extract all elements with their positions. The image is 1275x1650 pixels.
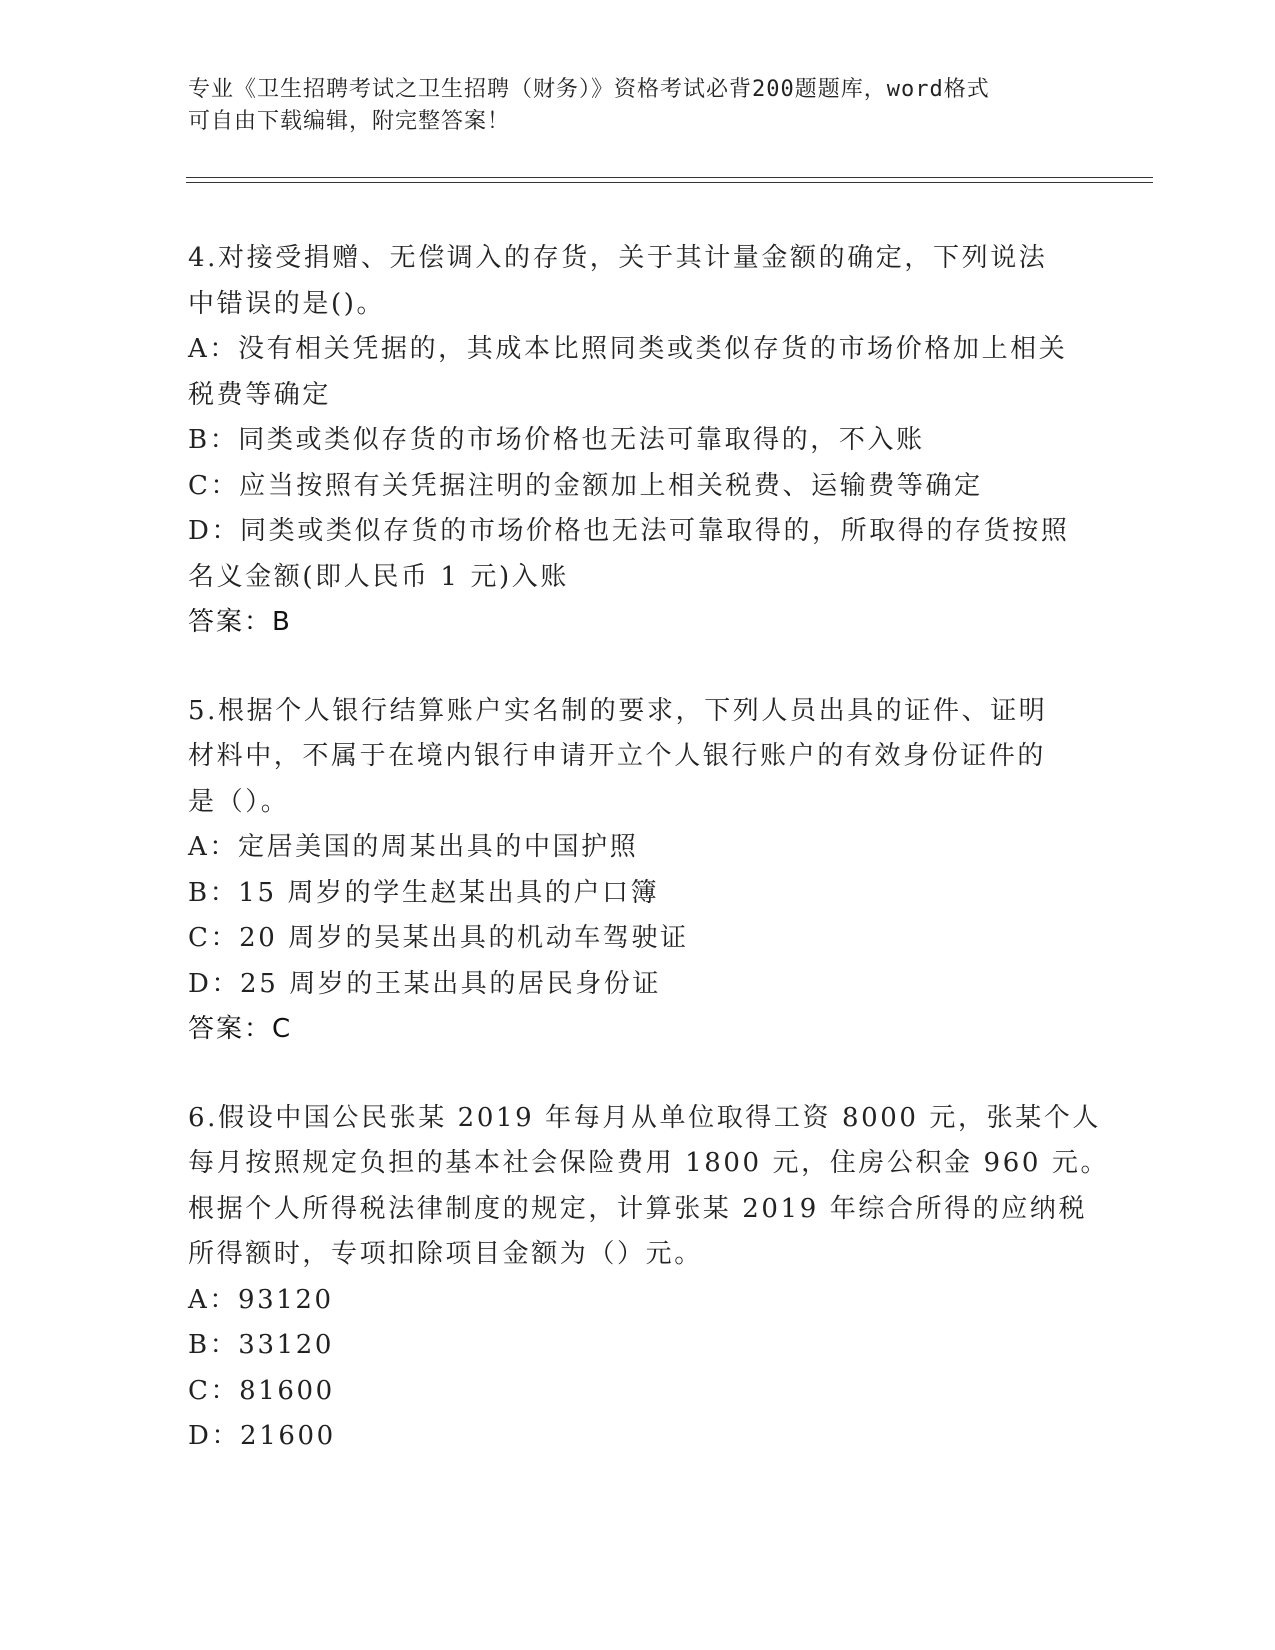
question-stem: 5.根据个人银行结算账户实名制的要求，下列人员出具的证件、证明 [188,695,1048,726]
answer-label: 答案：B [188,607,292,637]
option-b: B：15 周岁的学生赵某出具的户口簿 [188,877,660,908]
option-c: C：应当按照有关凭据注明的金额加上相关税费、运输费等确定 [188,470,983,501]
option-d: 名义金额(即人民币 1 元)入账 [188,561,569,592]
header-line: 专业《卫生招聘考试之卫生招聘（财务）》资格考试必背200题题库，word格式 [188,77,990,102]
option-d: D：21600 [188,1421,336,1451]
header-divider [186,177,1153,178]
option-a: 税费等确定 [188,379,332,410]
question-stem: 所得额时，专项扣除项目金额为（）元。 [188,1239,703,1269]
question-stem: 中错误的是()。 [188,288,386,319]
header-line: 可自由下载编辑，附完整答案！ [188,109,511,134]
option-a: A：定居美国的周某出具的中国护照 [188,832,639,862]
question-item [188,689,1088,1053]
question-item [188,1096,1110,1460]
question-stem: 6.假设中国公民张某 2019 年每月从单位取得工资 8000 元，张某个人 [188,1102,1102,1133]
question-stem: 根据个人所得税法律制度的规定，计算张某 2019 年综合所得的应纳税 [188,1193,1088,1224]
header-divider [186,182,1153,183]
document-header [188,74,1068,138]
question-stem: 材料中，不属于在境内银行申请开立个人银行账户的有效身份证件的 [188,741,1047,771]
option-a: A：没有相关凭据的，其成本比照同类或类似存货的市场价格加上相关 [188,334,1068,364]
answer-label: 答案：C [188,1014,293,1044]
option-c: C：81600 [188,1375,335,1406]
option-c: C：20 周岁的吴某出具的机动车驾驶证 [188,923,689,953]
question-item [188,236,1088,646]
option-b: B：33120 [188,1330,335,1360]
option-b: B：同类或类似存货的市场价格也无法可靠取得的，不入账 [188,425,925,455]
option-d: D：同类或类似存货的市场价格也无法可靠取得的，所取得的存货按照 [188,516,1070,546]
question-stem: 每月按照规定负担的基本社会保险费用 1800 元，住房公积金 960 元。 [188,1148,1110,1178]
option-d: D：25 周岁的王某出具的居民身份证 [188,968,661,999]
option-a: A：93120 [188,1284,334,1315]
question-stem: 4.对接受捐赠、无偿调入的存货，关于其计量金额的确定，下列说法 [188,243,1048,273]
question-stem: 是（）。 [188,786,290,817]
question-list [188,236,1110,1460]
